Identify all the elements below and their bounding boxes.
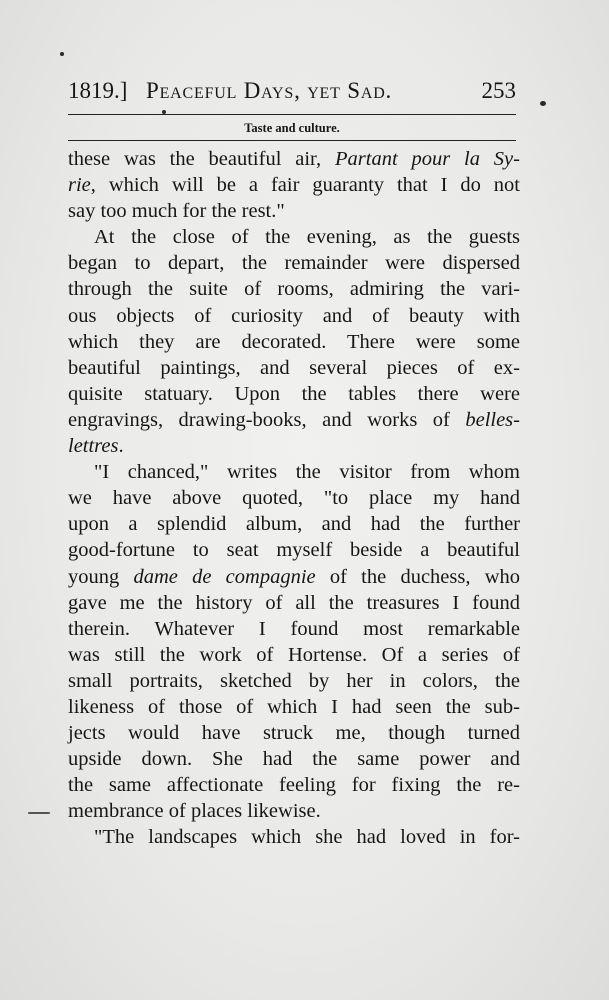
- text-line: gave me the history of all the treasures I found: [68, 591, 520, 614]
- text-line: young dame de compagnie of the duchess, who: [68, 565, 520, 588]
- text-line: say too much for the rest.": [68, 200, 285, 223]
- text-line: engravings, drawing-books, and works of belles-: [68, 408, 520, 431]
- header-title: Peaceful Days, yet Sad.: [146, 78, 393, 103]
- text-line: good-fortune to seat myself beside a beautiful: [68, 539, 520, 562]
- text-line: ous objects of curiosity and of beauty with: [68, 304, 520, 327]
- text-line: likeness of those of which I had seen the sub-: [68, 695, 520, 718]
- header-rule-top: [68, 114, 516, 115]
- text-line: was still the work of Hortense. Of a series of: [68, 643, 520, 666]
- text-line: began to depart, the remainder were dispersed: [68, 252, 520, 275]
- text-line: these was the beautiful air, Partant pour la Sy-: [68, 148, 520, 170]
- text-line: "I chanced," writes the visitor from whom: [94, 461, 520, 484]
- text-line: therein. Whatever I found most remarkable: [68, 617, 520, 640]
- header-year: 1819.]: [68, 78, 128, 103]
- margin-mark: [28, 812, 50, 814]
- header-rule-bottom: [68, 140, 516, 141]
- page-number: 253: [481, 78, 516, 103]
- text-line: which they are decorated. There were some: [68, 330, 520, 353]
- text-line: the same affectionate feeling for fixing the re-: [68, 774, 520, 797]
- text-line: we have above quoted, "to place my hand: [68, 487, 520, 510]
- ink-speck: [540, 101, 546, 106]
- text-line: rie, which will be a fair guaranty that I do not: [68, 174, 520, 197]
- text-line: lettres.: [68, 435, 124, 458]
- text-line: beautiful paintings, and several pieces of ex-: [68, 356, 520, 379]
- text-line: jects would have struck me, though turned: [68, 722, 520, 745]
- text-line: small portraits, sketched by her in colors, the: [68, 669, 520, 692]
- text-line: "The landscapes which she had loved in for-: [94, 826, 520, 849]
- text-line: At the close of the evening, as the guests: [94, 226, 520, 249]
- text-line: upon a splendid album, and had the further: [68, 513, 520, 536]
- text-line: quisite statuary. Upon the tables there were: [68, 382, 520, 405]
- subheading: Taste and culture.: [244, 121, 340, 135]
- ink-speck: [60, 52, 64, 56]
- text-line: through the suite of rooms, admiring the vari-: [68, 278, 520, 301]
- text-line: membrance of places likewise.: [68, 800, 321, 823]
- text-line: upside down. She had the same power and: [68, 748, 520, 771]
- body-text: [68, 146, 520, 851]
- running-header: [68, 74, 516, 108]
